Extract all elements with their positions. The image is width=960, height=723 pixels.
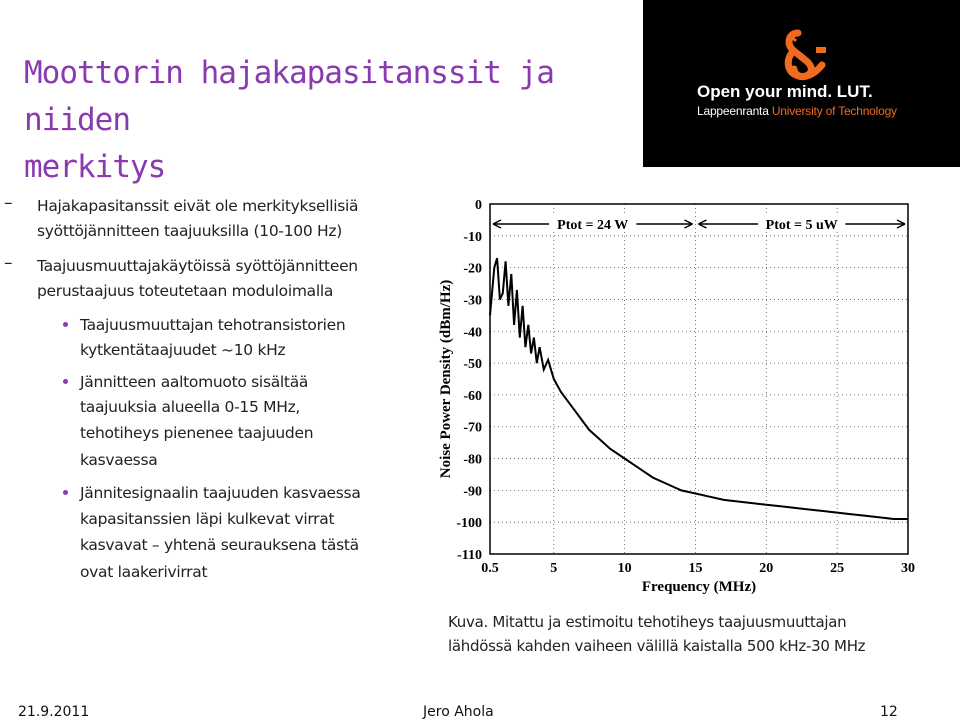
lut-logo: [643, 0, 960, 167]
y-tick-label: 0: [475, 198, 482, 213]
annotation-label-0: Ptot = 24 W: [557, 218, 629, 233]
y-tick-label: -110: [457, 548, 482, 563]
logo-university-part2: University of Technology: [771, 104, 897, 118]
bullet-2-line-1: Taajuusmuuttajakäytöissä syöttöjännitteen: [37, 257, 358, 275]
logo-university: [697, 104, 897, 118]
y-tick-label: -40: [463, 325, 482, 341]
y-tick-label: -10: [463, 229, 482, 245]
figure-caption: [448, 610, 865, 658]
footer-author: Jero Ahola: [423, 704, 494, 720]
sub-bullet-1-line-1: Taajuusmuuttajan tehotransistorien: [80, 316, 346, 334]
sub-bullet-3-line-4: ovat laakerivirrat: [80, 563, 208, 581]
annotation-label-1: Ptot = 5 uW: [765, 218, 838, 233]
title-line-1: Moottorin hajakapasitanssit ja niiden: [24, 55, 554, 138]
y-tick-label: -50: [463, 357, 482, 373]
x-tick-label: 5: [550, 561, 558, 576]
dash-bullet-1: –: [4, 193, 13, 213]
noise-power-density-chart: [430, 190, 920, 605]
sub-bullet-2-line-1: Jännitteen aaltomuoto sisältää: [80, 373, 309, 391]
sub-bullet-dot-3: [63, 490, 68, 495]
x-axis-label: Frequency (MHz): [641, 579, 757, 595]
sub-bullet-3-line-1: Jännitesignaalin taajuuden kasvaessa: [80, 484, 361, 502]
y-tick-label: -20: [463, 261, 482, 277]
y-tick-labels: [456, 198, 482, 563]
x-tick-label: 25: [830, 561, 845, 576]
x-tick-labels: [481, 561, 915, 576]
x-tick-label: 30: [901, 561, 915, 576]
logo-university-part1: Lappeenranta: [697, 104, 772, 118]
sub-bullet-1-line-2: kytkentätaajuudet ~10 kHz: [80, 341, 286, 359]
y-tick-label: -30: [463, 293, 482, 309]
caption-line-2: lähdössä kahden vaiheen välillä kaistalla 500 kHz-30 MHz: [448, 637, 866, 655]
series-line: [490, 258, 908, 519]
x-tick-label: 20: [759, 561, 774, 576]
bullet-2-line-2: perustaajuus toteutetaan moduloimalla: [37, 282, 334, 300]
y-tick-label: -70: [463, 420, 482, 436]
ampersand-logo-icon: [778, 25, 838, 85]
y-tick-label: -100: [456, 516, 482, 532]
bullet-1-line-2: syöttöjännitteen taajuuksilla (10-100 Hz): [37, 222, 342, 240]
slide-title: [24, 50, 634, 191]
sub-bullet-2-line-3: tehotiheys pienenee taajuuden: [80, 424, 314, 442]
title-line-2: merkitys: [24, 149, 166, 185]
y-tick-label: -80: [463, 452, 482, 468]
logo-slogan: Open your mind. LUT.: [697, 82, 873, 101]
sub-bullet-dot-2: [63, 379, 68, 384]
x-tick-label: 15: [688, 561, 703, 576]
y-axis-label: Noise Power Density (dBm/Hz): [438, 279, 454, 479]
caption-line-1: Kuva. Mitattu ja estimoitu tehotiheys taajuusmuuttajan: [448, 613, 847, 631]
sub-bullet-2-line-2: taajuuksia alueella 0-15 MHz,: [80, 398, 301, 416]
sub-bullet-2-line-4: kasvaessa: [80, 451, 158, 469]
footer-page-number: 12: [880, 704, 898, 720]
y-tick-label: -90: [463, 484, 482, 500]
bullet-1-line-1: Hajakapasitanssit eivät ole merkityksellisiä: [37, 197, 359, 215]
x-tick-label: 0.5: [481, 561, 499, 576]
chart-grid: [490, 204, 908, 554]
sub-bullet-dot-1: [63, 322, 68, 327]
footer-date: 21.9.2011: [18, 704, 90, 720]
sub-bullet-3-line-2: kapasitanssien läpi kulkevat virrat: [80, 510, 335, 528]
x-tick-label: 10: [617, 561, 632, 576]
chart-annotations: [493, 214, 905, 233]
plot-frame: [490, 204, 908, 554]
sub-bullet-3-line-3: kasvavat – yhtenä seurauksena tästä: [80, 536, 359, 554]
y-tick-label: -60: [463, 388, 482, 404]
dash-bullet-2: –: [4, 253, 13, 273]
